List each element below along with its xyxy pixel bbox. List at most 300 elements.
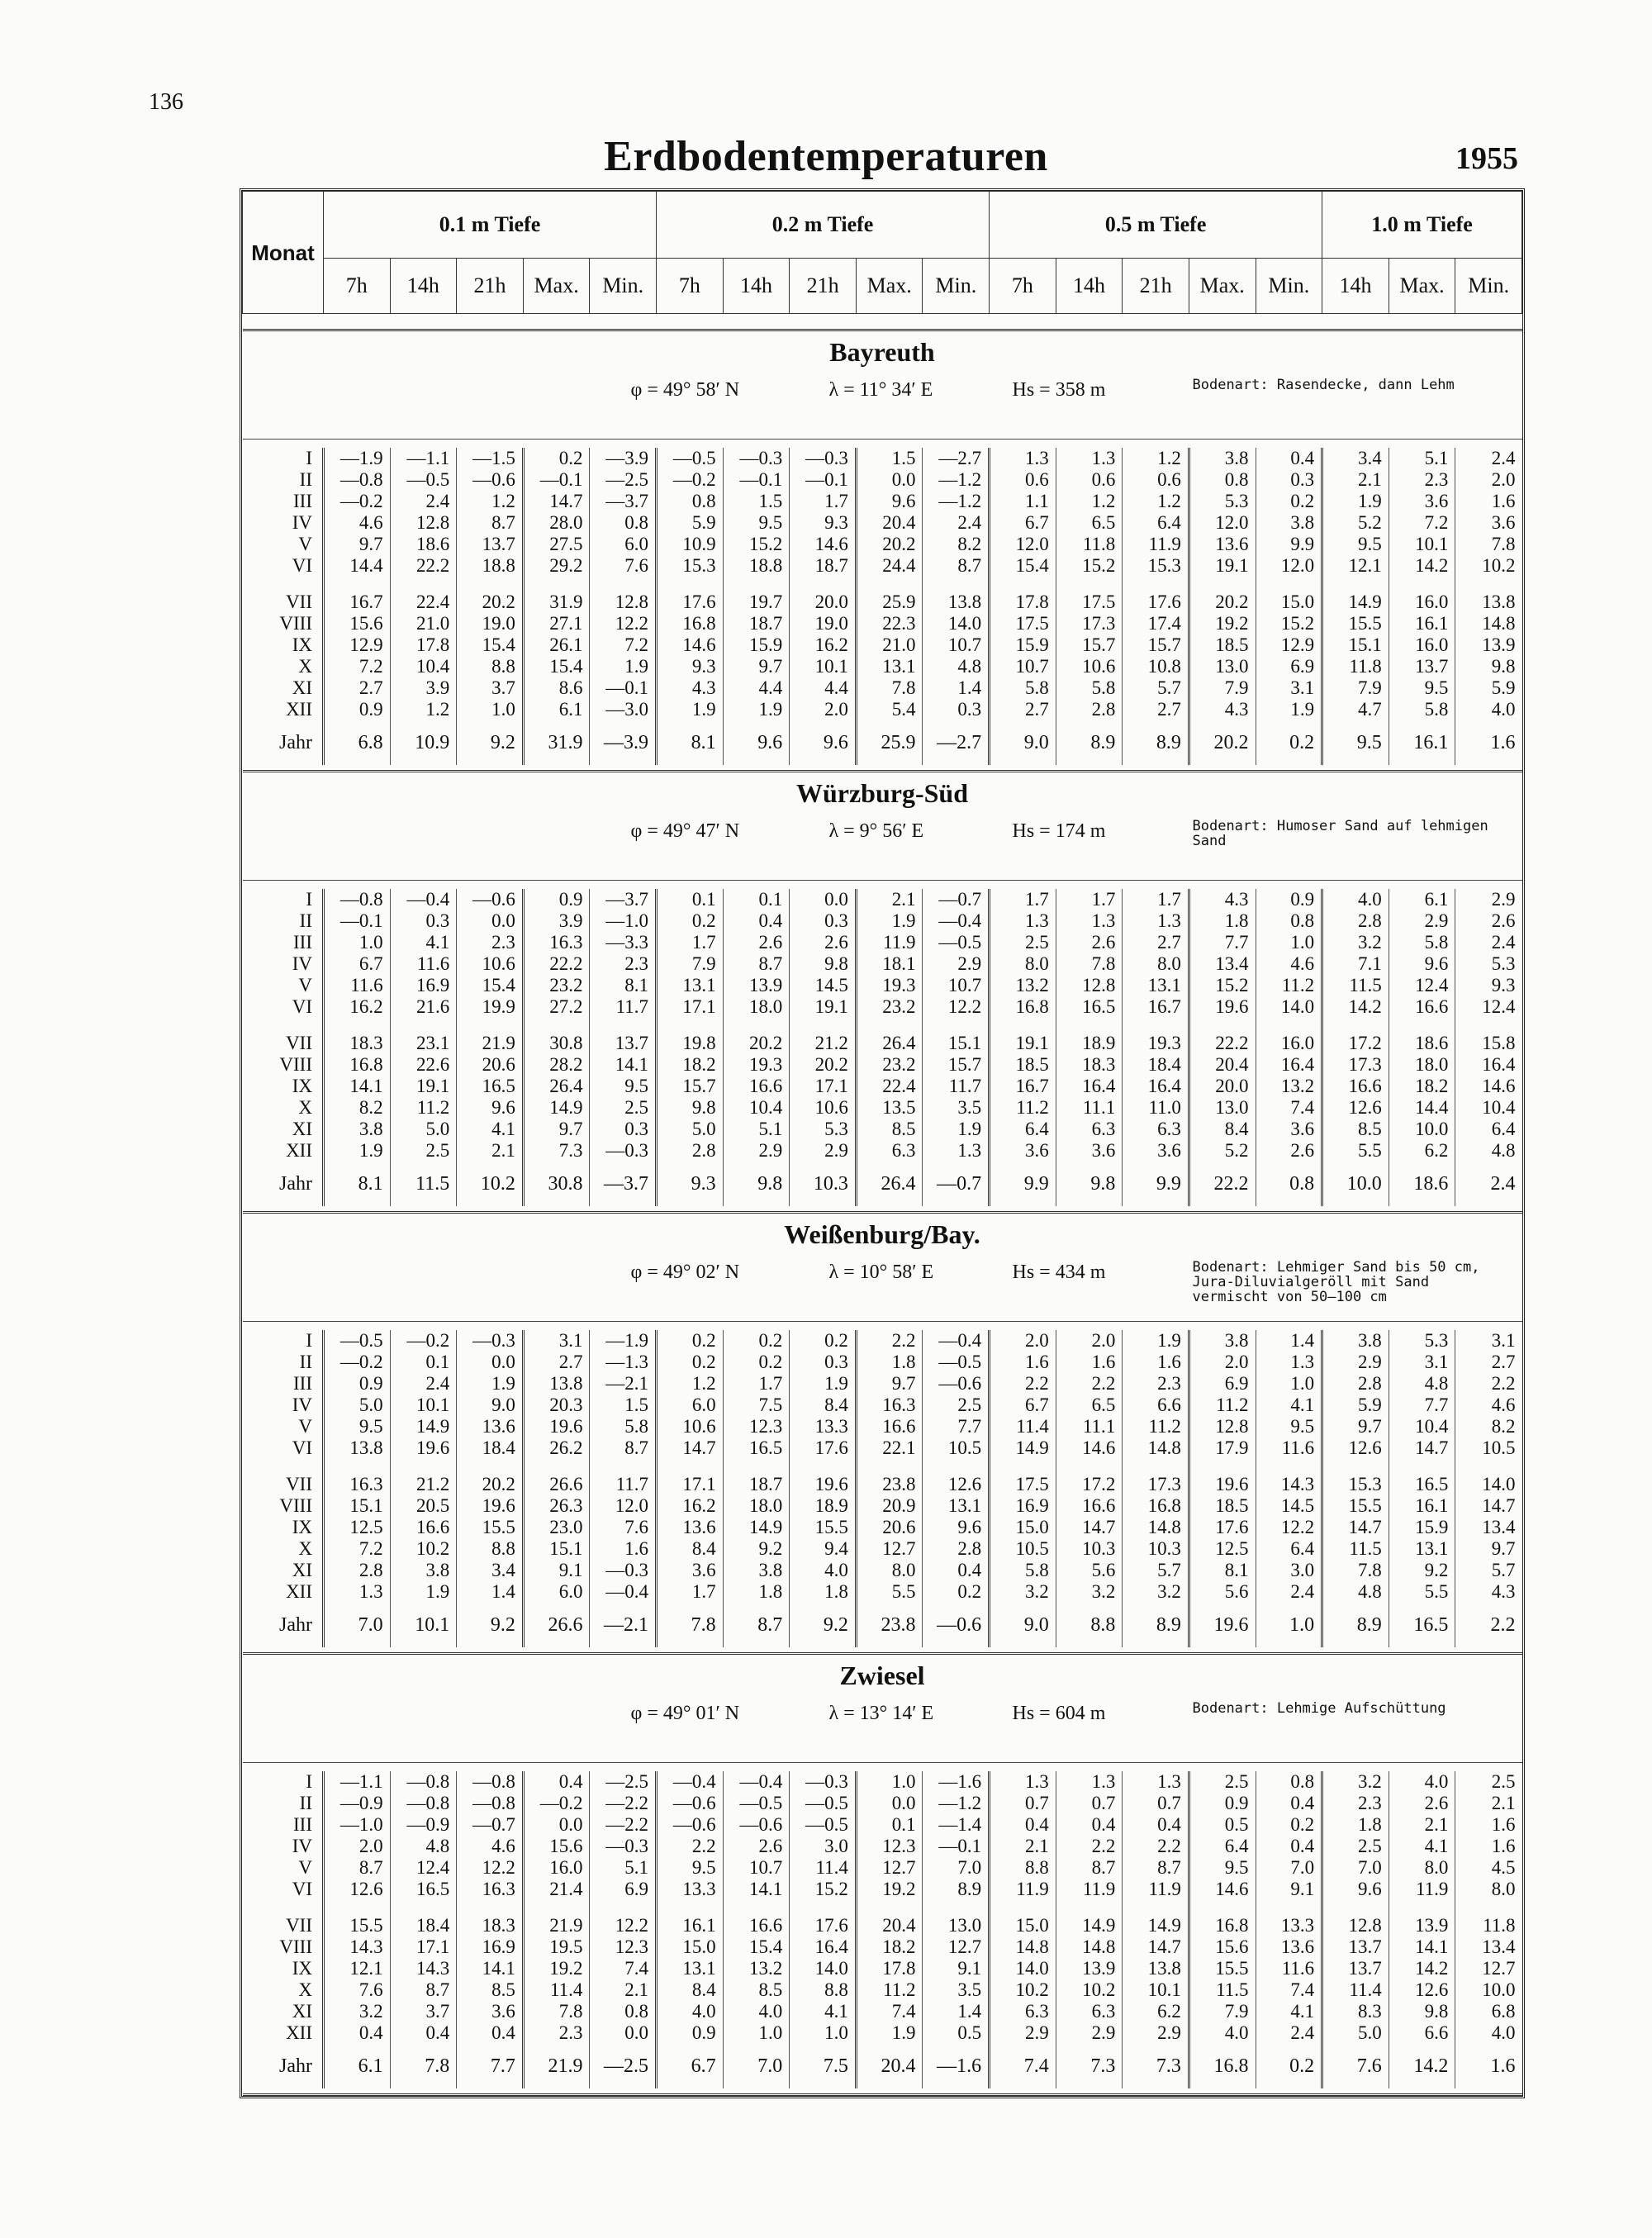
table-cell: 17.5 (1056, 577, 1123, 613)
table-cell: 6.6 (1123, 1395, 1189, 1416)
table-row (243, 1793, 1522, 1814)
table-cell: 0.5 (1189, 1814, 1256, 1836)
table-cell: 10.5 (1455, 1437, 1522, 1459)
year-cell: 16.8 (1189, 2044, 1256, 2088)
table-cell: 5.5 (1389, 1581, 1455, 1603)
year-cell: 11.5 (390, 1162, 457, 1206)
table-cell: 13.0 (923, 1900, 990, 1936)
table-cell: 6.1 (1389, 889, 1455, 910)
table-cell: 11.9 (856, 932, 923, 953)
table-cell: 14.1 (723, 1879, 790, 1900)
table-row (243, 1958, 1522, 1979)
table-cell: 19.1 (990, 1018, 1056, 1054)
table-cell: 1.8 (1189, 910, 1256, 932)
table-cell: —1.5 (457, 448, 524, 469)
month-label: VIII (279, 1054, 312, 1075)
table-cell: 3.0 (1256, 1560, 1322, 1581)
table-cell: 10.3 (1123, 1538, 1189, 1560)
year-cell: 31.9 (523, 720, 590, 765)
page-year: 1955 (1455, 141, 1518, 176)
table-cell: 15.9 (723, 634, 790, 656)
column-header: 14h (390, 259, 457, 314)
table-cell: 17.1 (790, 1076, 857, 1097)
table-cell: 0.3 (790, 1352, 857, 1373)
table-row (243, 677, 1522, 699)
table-cell: 3.1 (1455, 1330, 1522, 1352)
table-cell: 10.7 (923, 975, 990, 996)
year-cell: 9.9 (1123, 1162, 1189, 1206)
month-label: IX (292, 1076, 312, 1096)
table-cell: 12.4 (390, 1857, 457, 1879)
month-label: XI (292, 1560, 312, 1580)
table-cell: 11.8 (1455, 1900, 1522, 1936)
table-cell: 18.0 (723, 1495, 790, 1517)
table-cell: 4.8 (390, 1836, 457, 1857)
year-cell: 8.9 (1322, 1603, 1389, 1647)
table-cell: —1.0 (590, 910, 657, 932)
table-cell: 2.1 (856, 889, 923, 910)
table-row (243, 634, 1522, 656)
table-cell: 8.4 (1189, 1119, 1256, 1140)
table-cell: 16.3 (523, 932, 590, 953)
year-cell: 6.8 (324, 720, 391, 765)
table-cell: —0.6 (657, 1814, 724, 1836)
table-cell: 3.8 (390, 1560, 457, 1581)
table-cell: 19.0 (790, 613, 857, 634)
station-soil-type: Bodenart: Lehmiger Sand bis 50 cm, Jura-Diluvialgeröll mit Sand vermischt von 50—100 cm (1192, 1259, 1480, 1305)
table-cell: 11.9 (1123, 534, 1189, 555)
table-cell: —1.2 (923, 491, 990, 512)
table-cell: 9.5 (657, 1857, 724, 1879)
table-cell: 0.2 (657, 910, 724, 932)
table-cell: 8.2 (324, 1097, 391, 1119)
table-cell: 2.2 (1455, 1373, 1522, 1395)
station-longitude: λ = 10° 58′ E (828, 1262, 934, 1283)
table-cell: 16.7 (324, 577, 391, 613)
table-cell: 12.8 (1322, 1900, 1389, 1936)
table-cell: 15.1 (324, 1495, 391, 1517)
table-cell: 0.9 (324, 699, 391, 720)
table-cell: 11.6 (1256, 1958, 1322, 1979)
table-cell: 5.9 (657, 512, 724, 534)
table-cell: 7.9 (1322, 677, 1389, 699)
table-cell: 7.6 (324, 1979, 391, 2001)
table-cell: 20.2 (790, 1054, 857, 1076)
year-cell: 30.8 (523, 1162, 590, 1206)
year-cell: 7.8 (390, 2044, 457, 2088)
table-cell: 11.9 (990, 1879, 1056, 1900)
year-cell: 0.2 (1256, 720, 1322, 765)
table-cell: 7.9 (657, 953, 724, 975)
table-cell: 21.4 (523, 1879, 590, 1900)
table-row (243, 1097, 1522, 1119)
table-cell: 1.9 (723, 699, 790, 720)
year-cell: 26.6 (523, 1603, 590, 1647)
table-cell: 4.1 (1256, 1395, 1322, 1416)
table-cell: 17.3 (1322, 1054, 1389, 1076)
table-cell: —0.1 (723, 469, 790, 491)
table-cell: 3.6 (1455, 512, 1522, 534)
table-cell: 3.1 (1256, 677, 1322, 699)
table-cell: 13.0 (1189, 1097, 1256, 1119)
year-row (243, 1162, 1522, 1206)
year-cell: 8.1 (324, 1162, 391, 1206)
table-cell: 5.0 (1322, 2022, 1389, 2044)
table-cell: 13.4 (1455, 1517, 1522, 1538)
table-cell: —2.5 (590, 469, 657, 491)
table-cell: 28.0 (523, 512, 590, 534)
table-cell: 4.0 (1389, 1771, 1455, 1793)
table-row (243, 1538, 1522, 1560)
table-cell: 14.9 (1056, 1900, 1123, 1936)
table-cell: —0.6 (657, 1793, 724, 1814)
table-cell: 1.8 (723, 1581, 790, 1603)
table-cell: —0.5 (723, 1793, 790, 1814)
table-cell: —0.6 (457, 889, 524, 910)
page-title: Erdbodentemperaturen (604, 133, 1048, 180)
table-cell: 7.2 (324, 1538, 391, 1560)
year-cell: 1.0 (1256, 1603, 1322, 1647)
table-cell: —0.6 (457, 469, 524, 491)
table-cell: 10.0 (1389, 1119, 1455, 1140)
table-cell: 12.4 (1389, 975, 1455, 996)
table-row (243, 1395, 1522, 1416)
table-cell: 3.6 (1256, 1119, 1322, 1140)
table-cell: —1.1 (390, 448, 457, 469)
table-cell: 4.6 (457, 1836, 524, 1857)
table-cell: 1.7 (1056, 889, 1123, 910)
table-cell: 14.8 (1123, 1517, 1189, 1538)
table-cell: 13.7 (1322, 1936, 1389, 1958)
table-cell: 2.2 (990, 1373, 1056, 1395)
table-cell: 7.4 (1256, 1979, 1322, 2001)
table-cell: 8.8 (990, 1857, 1056, 1879)
station-latitude: φ = 49° 01′ N (630, 1703, 740, 1724)
table-cell: 5.0 (324, 1395, 391, 1416)
table-cell: —1.3 (590, 1352, 657, 1373)
table-cell: 10.9 (657, 534, 724, 555)
table-cell: 17.9 (1189, 1437, 1256, 1459)
month-label: IV (292, 1395, 312, 1415)
table-cell: 8.2 (1455, 1416, 1522, 1437)
month-label: III (293, 932, 312, 953)
table-cell: 13.7 (1389, 656, 1455, 677)
year-cell: 7.7 (457, 2044, 524, 2088)
table-cell: 13.7 (457, 534, 524, 555)
table-cell: —2.1 (590, 1373, 657, 1395)
table-cell: 4.4 (723, 677, 790, 699)
table-cell: 0.3 (923, 699, 990, 720)
table-cell: 8.4 (657, 1538, 724, 1560)
table-row (243, 1560, 1522, 1581)
table-cell: 2.9 (923, 953, 990, 975)
table-cell: 2.1 (457, 1140, 524, 1162)
table-cell: 14.1 (324, 1076, 391, 1097)
table-cell: 20.0 (1189, 1076, 1256, 1097)
table-cell: 15.2 (1256, 613, 1322, 634)
table-cell: 0.5 (923, 2022, 990, 2044)
table-cell: 10.8 (1123, 656, 1189, 677)
table-cell: 0.1 (856, 1814, 923, 1836)
table-cell: 13.9 (1389, 1900, 1455, 1936)
table-cell: 11.8 (1322, 656, 1389, 677)
table-cell: 16.4 (1056, 1076, 1123, 1097)
table-cell: 5.3 (790, 1119, 857, 1140)
table-cell: 4.3 (657, 677, 724, 699)
table-cell: 4.1 (1256, 2001, 1322, 2022)
year-cell: 9.8 (1056, 1162, 1123, 1206)
table-cell: 10.3 (1056, 1538, 1123, 1560)
table-cell: 1.3 (1056, 910, 1123, 932)
table-cell: 19.6 (457, 1495, 524, 1517)
table-cell: 3.4 (1322, 448, 1389, 469)
table-cell: 9.9 (1256, 534, 1322, 555)
table-cell: 29.2 (523, 555, 590, 577)
table-cell: —0.1 (923, 1836, 990, 1857)
table-cell: —0.5 (790, 1793, 857, 1814)
table-cell: 2.7 (523, 1352, 590, 1373)
table-cell: 5.0 (657, 1119, 724, 1140)
table-cell: 14.1 (1389, 1936, 1455, 1958)
year-cell: 22.2 (1189, 1162, 1256, 1206)
month-label: II (299, 469, 312, 490)
table-row (243, 1437, 1522, 1459)
table-cell: 12.6 (1322, 1097, 1389, 1119)
table-cell: —0.7 (457, 1814, 524, 1836)
table-cell: 7.8 (1056, 953, 1123, 975)
table-cell: —1.9 (590, 1330, 657, 1352)
table-cell: 14.6 (657, 634, 724, 656)
table-cell: 9.5 (1389, 677, 1455, 699)
table-cell: 14.9 (723, 1517, 790, 1538)
year-cell: 7.3 (1123, 2044, 1189, 2088)
table-cell: —0.6 (923, 1373, 990, 1395)
table-cell: 13.0 (1189, 656, 1256, 677)
table-cell: 14.7 (1322, 1517, 1389, 1538)
year-cell: 9.9 (990, 1162, 1056, 1206)
table-cell: 2.7 (990, 699, 1056, 720)
table-cell: 9.7 (523, 1119, 590, 1140)
table-cell: 26.1 (523, 634, 590, 656)
table-cell: 14.0 (1455, 1459, 1522, 1495)
table-cell: 22.3 (856, 613, 923, 634)
station-header (243, 1655, 1522, 1762)
table-cell: 2.0 (324, 1836, 391, 1857)
table-cell: 14.4 (1389, 1097, 1455, 1119)
table-cell: 19.7 (723, 577, 790, 613)
table-cell: —0.2 (324, 491, 391, 512)
table-cell: 1.9 (657, 699, 724, 720)
table-cell: 8.5 (856, 1119, 923, 1140)
table-cell: —0.1 (324, 910, 391, 932)
table-cell: 2.2 (1056, 1836, 1123, 1857)
table-cell: 22.2 (1189, 1018, 1256, 1054)
table-cell: 0.3 (1256, 469, 1322, 491)
table-cell: 23.2 (523, 975, 590, 996)
table-cell: 13.3 (790, 1416, 857, 1437)
table-row (243, 975, 1522, 996)
table-cell: 8.7 (457, 512, 524, 534)
table-cell: 0.2 (790, 1330, 857, 1352)
table-cell: 2.0 (790, 699, 857, 720)
table-cell: 8.7 (723, 953, 790, 975)
table-cell: 11.8 (1056, 534, 1123, 555)
table-cell: 2.9 (1123, 2022, 1189, 2044)
table-cell: 14.0 (1256, 996, 1322, 1018)
table-cell: 14.7 (523, 491, 590, 512)
table-cell: —0.4 (390, 889, 457, 910)
table-cell: 16.8 (1189, 1900, 1256, 1936)
table-cell: 15.3 (1123, 555, 1189, 577)
month-label: I (306, 1771, 312, 1792)
table-cell: 22.4 (856, 1076, 923, 1097)
table-cell: 5.8 (1056, 677, 1123, 699)
table-cell: 0.8 (1256, 910, 1322, 932)
table-cell: 5.6 (1189, 1581, 1256, 1603)
table-cell: 2.5 (1189, 1771, 1256, 1793)
table-cell: 9.5 (590, 1076, 657, 1097)
table-cell: 2.3 (1123, 1373, 1189, 1395)
table-cell: 3.2 (1056, 1581, 1123, 1603)
depth-header: 0.1 m Tiefe (324, 192, 657, 259)
table-cell: 18.3 (324, 1018, 391, 1054)
year-cell: 7.5 (790, 2044, 857, 2088)
table-cell: 9.2 (1389, 1560, 1455, 1581)
column-header: Min. (1455, 259, 1522, 314)
table-row (243, 2001, 1522, 2022)
table-cell: 9.0 (457, 1395, 524, 1416)
table-cell: 6.0 (657, 1395, 724, 1416)
table-cell: 0.3 (590, 1119, 657, 1140)
year-label: Jahr (279, 1614, 312, 1636)
table-cell: 3.1 (523, 1330, 590, 1352)
year-cell: 9.2 (457, 1603, 524, 1647)
table-cell: 17.8 (990, 577, 1056, 613)
table-cell: 13.1 (657, 1958, 724, 1979)
table-cell: 15.4 (457, 975, 524, 996)
table-cell: 1.2 (1123, 448, 1189, 469)
table-cell: 14.6 (1455, 1076, 1522, 1097)
table-cell: 15.6 (1189, 1936, 1256, 1958)
table-cell: 3.6 (1056, 1140, 1123, 1162)
table-cell: 0.8 (590, 2001, 657, 2022)
table-cell: 20.2 (723, 1018, 790, 1054)
month-label: II (299, 910, 312, 931)
table-cell: 6.3 (856, 1140, 923, 1162)
table-cell: 7.7 (923, 1416, 990, 1437)
table-cell: 12.0 (1256, 555, 1322, 577)
table-cell: 5.3 (1455, 953, 1522, 975)
table-cell: 15.3 (1322, 1459, 1389, 1495)
table-cell: 23.0 (523, 1517, 590, 1538)
table-cell: 5.7 (1123, 1560, 1189, 1581)
table-cell: 18.8 (457, 555, 524, 577)
table-cell: 2.0 (1455, 469, 1522, 491)
year-cell: —2.5 (590, 2044, 657, 2088)
table-cell: 6.5 (1056, 512, 1123, 534)
table-cell: 13.1 (923, 1495, 990, 1517)
table-cell: 14.2 (1389, 555, 1455, 577)
table-cell: 5.9 (1455, 677, 1522, 699)
month-label: V (298, 1416, 312, 1437)
table-cell: 0.4 (390, 2022, 457, 2044)
table-cell: 14.0 (990, 1958, 1056, 1979)
table-cell: 13.4 (1189, 953, 1256, 975)
table-row (243, 1373, 1522, 1395)
year-cell: 20.2 (1189, 720, 1256, 765)
year-cell: 8.9 (1123, 1603, 1189, 1647)
table-cell: 1.0 (1256, 1373, 1322, 1395)
column-header: 14h (1322, 259, 1389, 314)
table-cell: 22.2 (523, 953, 590, 975)
table-cell: 2.8 (1322, 1373, 1389, 1395)
table-cell: 5.2 (1189, 1140, 1256, 1162)
month-label: XII (286, 1581, 312, 1602)
year-cell: 10.2 (457, 1162, 524, 1206)
table-cell: 16.4 (1123, 1076, 1189, 1097)
table-cell: 11.2 (990, 1097, 1056, 1119)
table-cell: —2.2 (590, 1793, 657, 1814)
table-cell: 17.5 (990, 1459, 1056, 1495)
table-cell: 15.0 (1256, 577, 1322, 613)
table-cell: 17.6 (657, 577, 724, 613)
table-cell: 19.1 (790, 996, 857, 1018)
table-cell: 17.3 (1123, 1459, 1189, 1495)
station-longitude: λ = 9° 56′ E (828, 820, 924, 842)
page-number: 136 (149, 89, 183, 115)
table-cell: 0.0 (590, 2022, 657, 2044)
table-cell: 2.8 (1056, 699, 1123, 720)
table-cell: —0.5 (923, 932, 990, 953)
table-cell: 2.6 (1455, 910, 1522, 932)
table-cell: 0.1 (390, 1352, 457, 1373)
table-cell: 9.7 (723, 656, 790, 677)
table-cell: 1.7 (657, 932, 724, 953)
table-cell: 13.6 (657, 1517, 724, 1538)
year-cell: 1.6 (1455, 2044, 1522, 2088)
table-cell: 9.8 (1455, 656, 1522, 677)
table-cell: 18.3 (1056, 1054, 1123, 1076)
month-label: IV (292, 953, 312, 974)
table-cell: 14.9 (1123, 1900, 1189, 1936)
table-cell: 14.2 (1322, 996, 1389, 1018)
year-cell: 8.8 (1056, 1603, 1123, 1647)
table-cell: 6.3 (1056, 1119, 1123, 1140)
table-cell: 11.4 (990, 1416, 1056, 1437)
table-cell: 11.2 (1123, 1416, 1189, 1437)
table-cell: 9.8 (657, 1097, 724, 1119)
table-cell: 1.7 (657, 1581, 724, 1603)
table-cell: 16.6 (1322, 1076, 1389, 1097)
table-cell: 6.3 (990, 2001, 1056, 2022)
table-cell: 4.6 (1256, 953, 1322, 975)
table-cell: 11.5 (1322, 975, 1389, 996)
table-cell: 9.5 (1189, 1857, 1256, 1879)
table-cell: 2.9 (723, 1140, 790, 1162)
table-cell: 9.1 (1256, 1879, 1322, 1900)
table-cell: 12.2 (590, 613, 657, 634)
year-cell: 7.3 (1056, 2044, 1123, 2088)
table-cell: 21.9 (523, 1900, 590, 1936)
table-cell: 21.0 (856, 634, 923, 656)
year-cell: 6.1 (324, 2044, 391, 2088)
table-cell: 4.0 (1455, 699, 1522, 720)
table-cell: 14.9 (390, 1416, 457, 1437)
table-cell: 12.2 (457, 1857, 524, 1879)
table-cell: 1.2 (657, 1373, 724, 1395)
table-cell: 7.8 (1322, 1560, 1389, 1581)
table-cell: 3.6 (657, 1560, 724, 1581)
